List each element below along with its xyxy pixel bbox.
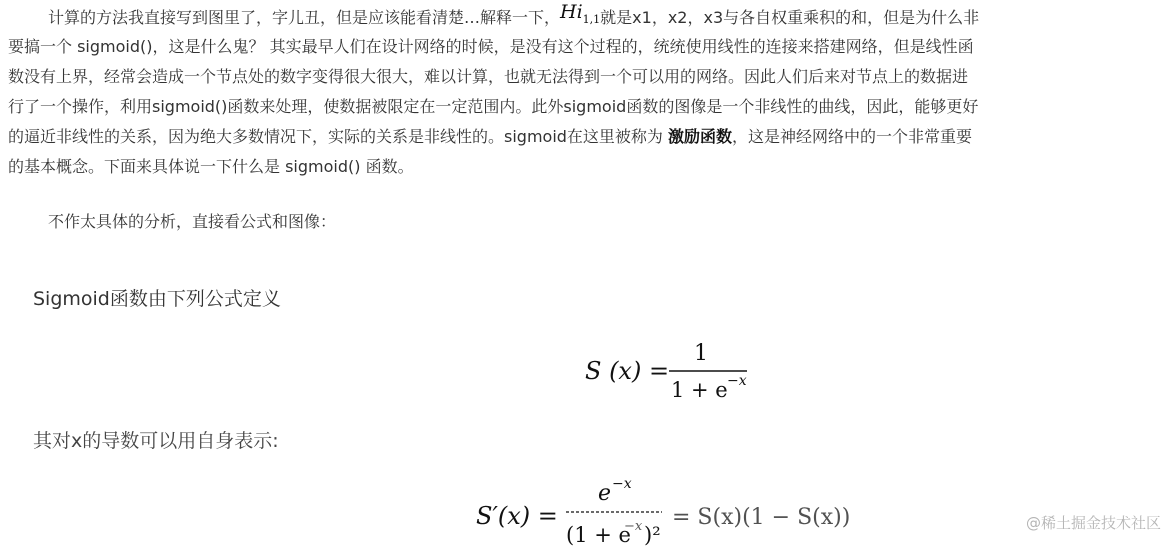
formula-lhs: S′(x) = — [476, 502, 558, 530]
hi-subscript: 1,1 — [582, 13, 601, 26]
formula-denominator-close: )² — [644, 523, 661, 547]
derivative-formula — [472, 476, 872, 548]
formula-denominator: 1 + e — [671, 378, 728, 402]
formula-exponent: −x — [612, 476, 632, 492]
intro-paragraph — [8, 207, 1163, 237]
sigmoid-formula — [585, 334, 765, 404]
formula-denominator: (1 + e — [566, 523, 631, 547]
paragraph-line: 不作太具体的分析，直接看公式和图像： — [48, 212, 337, 231]
paragraph-line: 计算的方法我直接写到图里了，字儿丑，但是应该能看清楚…解释一下，Hi1,1就是x1，x2，x3与各自权重乘积的和，但是为什么非 — [48, 1, 980, 27]
paragraph-line: 要搞一个 sigmoid()，这是什么鬼？ 其实最早人们在设计网络的时候，是没有这个过程的，统统使用线性的连接来搭建网络，但是线性函 — [8, 37, 974, 56]
formula-numerator: e — [598, 481, 612, 506]
formula-exponent: −x — [727, 373, 747, 389]
formula-lhs: S (x) = — [585, 357, 670, 385]
hi-symbol: Hi — [560, 1, 583, 23]
paragraph-line: 的基本概念。下面来具体说一下什么是 sigmoid() 函数。 — [8, 157, 414, 176]
watermark: @稀土掘金技术社区 — [1025, 514, 1161, 532]
paragraph-line: 数没有上界，经常会造成一个节点处的数字变得很大很大，难以计算，也就无法得到一个可以用的网络。因此人们后来对节点上的数据进 — [8, 67, 969, 86]
definition-label: Sigmoid函数由下列公式定义 — [33, 288, 281, 310]
paragraph-line: 行了一个操作，利用sigmoid()函数来处理，使数据被限定在一定范围内。此外sigmoid函数的图像是一个非线性的曲线，因此，能够更好 — [8, 97, 979, 116]
paragraph-line: 的逼近非线性的关系，因为绝大多数情况下，实际的关系是非线性的。sigmoid在这里被称为 激励函数，这是神经网络中的一个非常重要 — [8, 127, 973, 146]
formula-rhs: = S(x)(1 − S(x)) — [672, 505, 851, 530]
formula-image — [0, 262, 1175, 548]
formula-exponent: −x — [624, 519, 643, 534]
derivative-label: 其对x的导数可以用自身表示: — [33, 430, 279, 452]
bold-term: 激励函数 — [668, 127, 733, 146]
formula-numerator: 1 — [694, 341, 708, 366]
explanation-paragraph — [8, 2, 1163, 182]
